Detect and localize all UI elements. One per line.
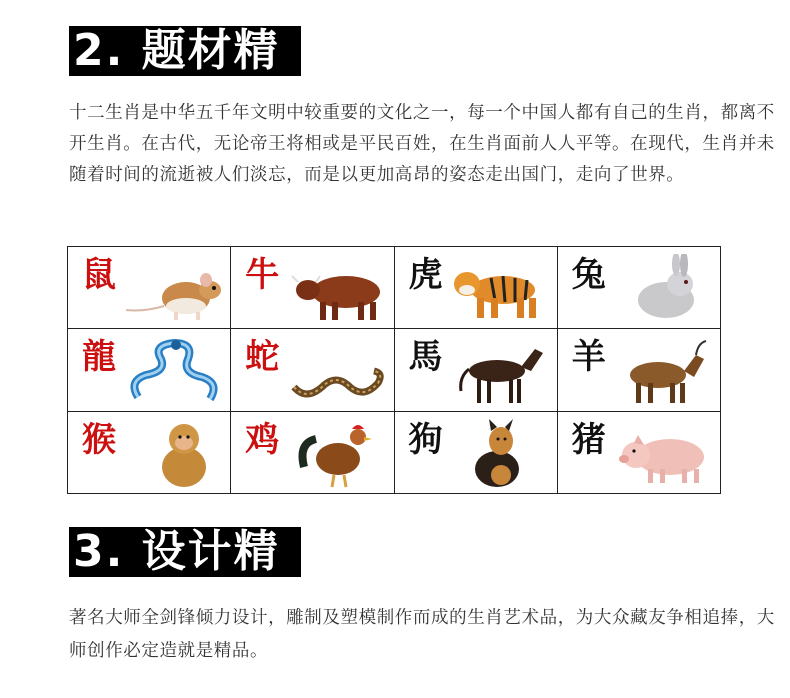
zodiac-cell-goat — [558, 329, 721, 411]
zodiac-cell-dragon — [68, 329, 231, 411]
snake-icon — [288, 337, 388, 407]
section-title-subject: 2. 题材精 — [69, 26, 301, 76]
zodiac-cell-rooster — [231, 412, 394, 494]
monkey-icon — [124, 419, 224, 489]
zodiac-char: 虎 — [408, 255, 443, 295]
design-paragraph: 著名大师全剑锋倾力设计，雕制及塑模制作而成的生肖艺术品，为大众藏友争相追捧，大师创作必定造就是精品。 — [69, 608, 775, 661]
rooster-icon — [288, 419, 388, 489]
zodiac-cell-rabbit — [558, 247, 721, 329]
zodiac-char: 狗 — [408, 419, 443, 460]
zodiac-char: 猴 — [82, 419, 116, 460]
subject-paragraph: 十二生肖是中华五千年文明中较重要的文化之一，每一个中国人都有自己的生肖，都离不开生肖。在古代，无论帝王将相或是平民百姓，在生肖面前人人平等。在现代，生肖并未随着时间的流逝被人们淡忘，而是以更加高昂的姿态走出国门，走向了世界。 — [69, 103, 775, 185]
zodiac-char: 鼠 — [82, 255, 116, 295]
goat-icon — [614, 337, 714, 407]
zodiac-cell-dog — [395, 412, 558, 494]
zodiac-char: 馬 — [408, 337, 443, 378]
zodiac-cell-snake — [231, 329, 394, 411]
ox-icon — [288, 254, 388, 324]
zodiac-char: 兔 — [571, 255, 606, 295]
zodiac-char: 牛 — [245, 255, 280, 295]
zodiac-grid — [67, 246, 721, 494]
zodiac-cell-tiger — [395, 247, 558, 329]
zodiac-char: 羊 — [571, 337, 606, 378]
zodiac-char: 鸡 — [245, 419, 280, 460]
zodiac-cell-rat — [68, 247, 231, 329]
rat-icon — [124, 254, 224, 324]
zodiac-cell-pig — [558, 412, 721, 494]
zodiac-char: 猪 — [571, 419, 606, 460]
zodiac-char: 龍 — [82, 337, 116, 378]
tiger-icon — [451, 254, 551, 324]
zodiac-char: 蛇 — [245, 337, 280, 378]
zodiac-cell-ox — [231, 247, 394, 329]
dragon-icon — [124, 337, 224, 407]
pig-icon — [614, 419, 714, 489]
rabbit-icon — [614, 254, 714, 324]
zodiac-cell-horse — [395, 329, 558, 411]
zodiac-cell-monkey — [68, 412, 231, 494]
horse-icon — [451, 337, 551, 407]
section-title-design: 3. 设计精 — [69, 527, 301, 577]
dog-icon — [451, 419, 551, 489]
